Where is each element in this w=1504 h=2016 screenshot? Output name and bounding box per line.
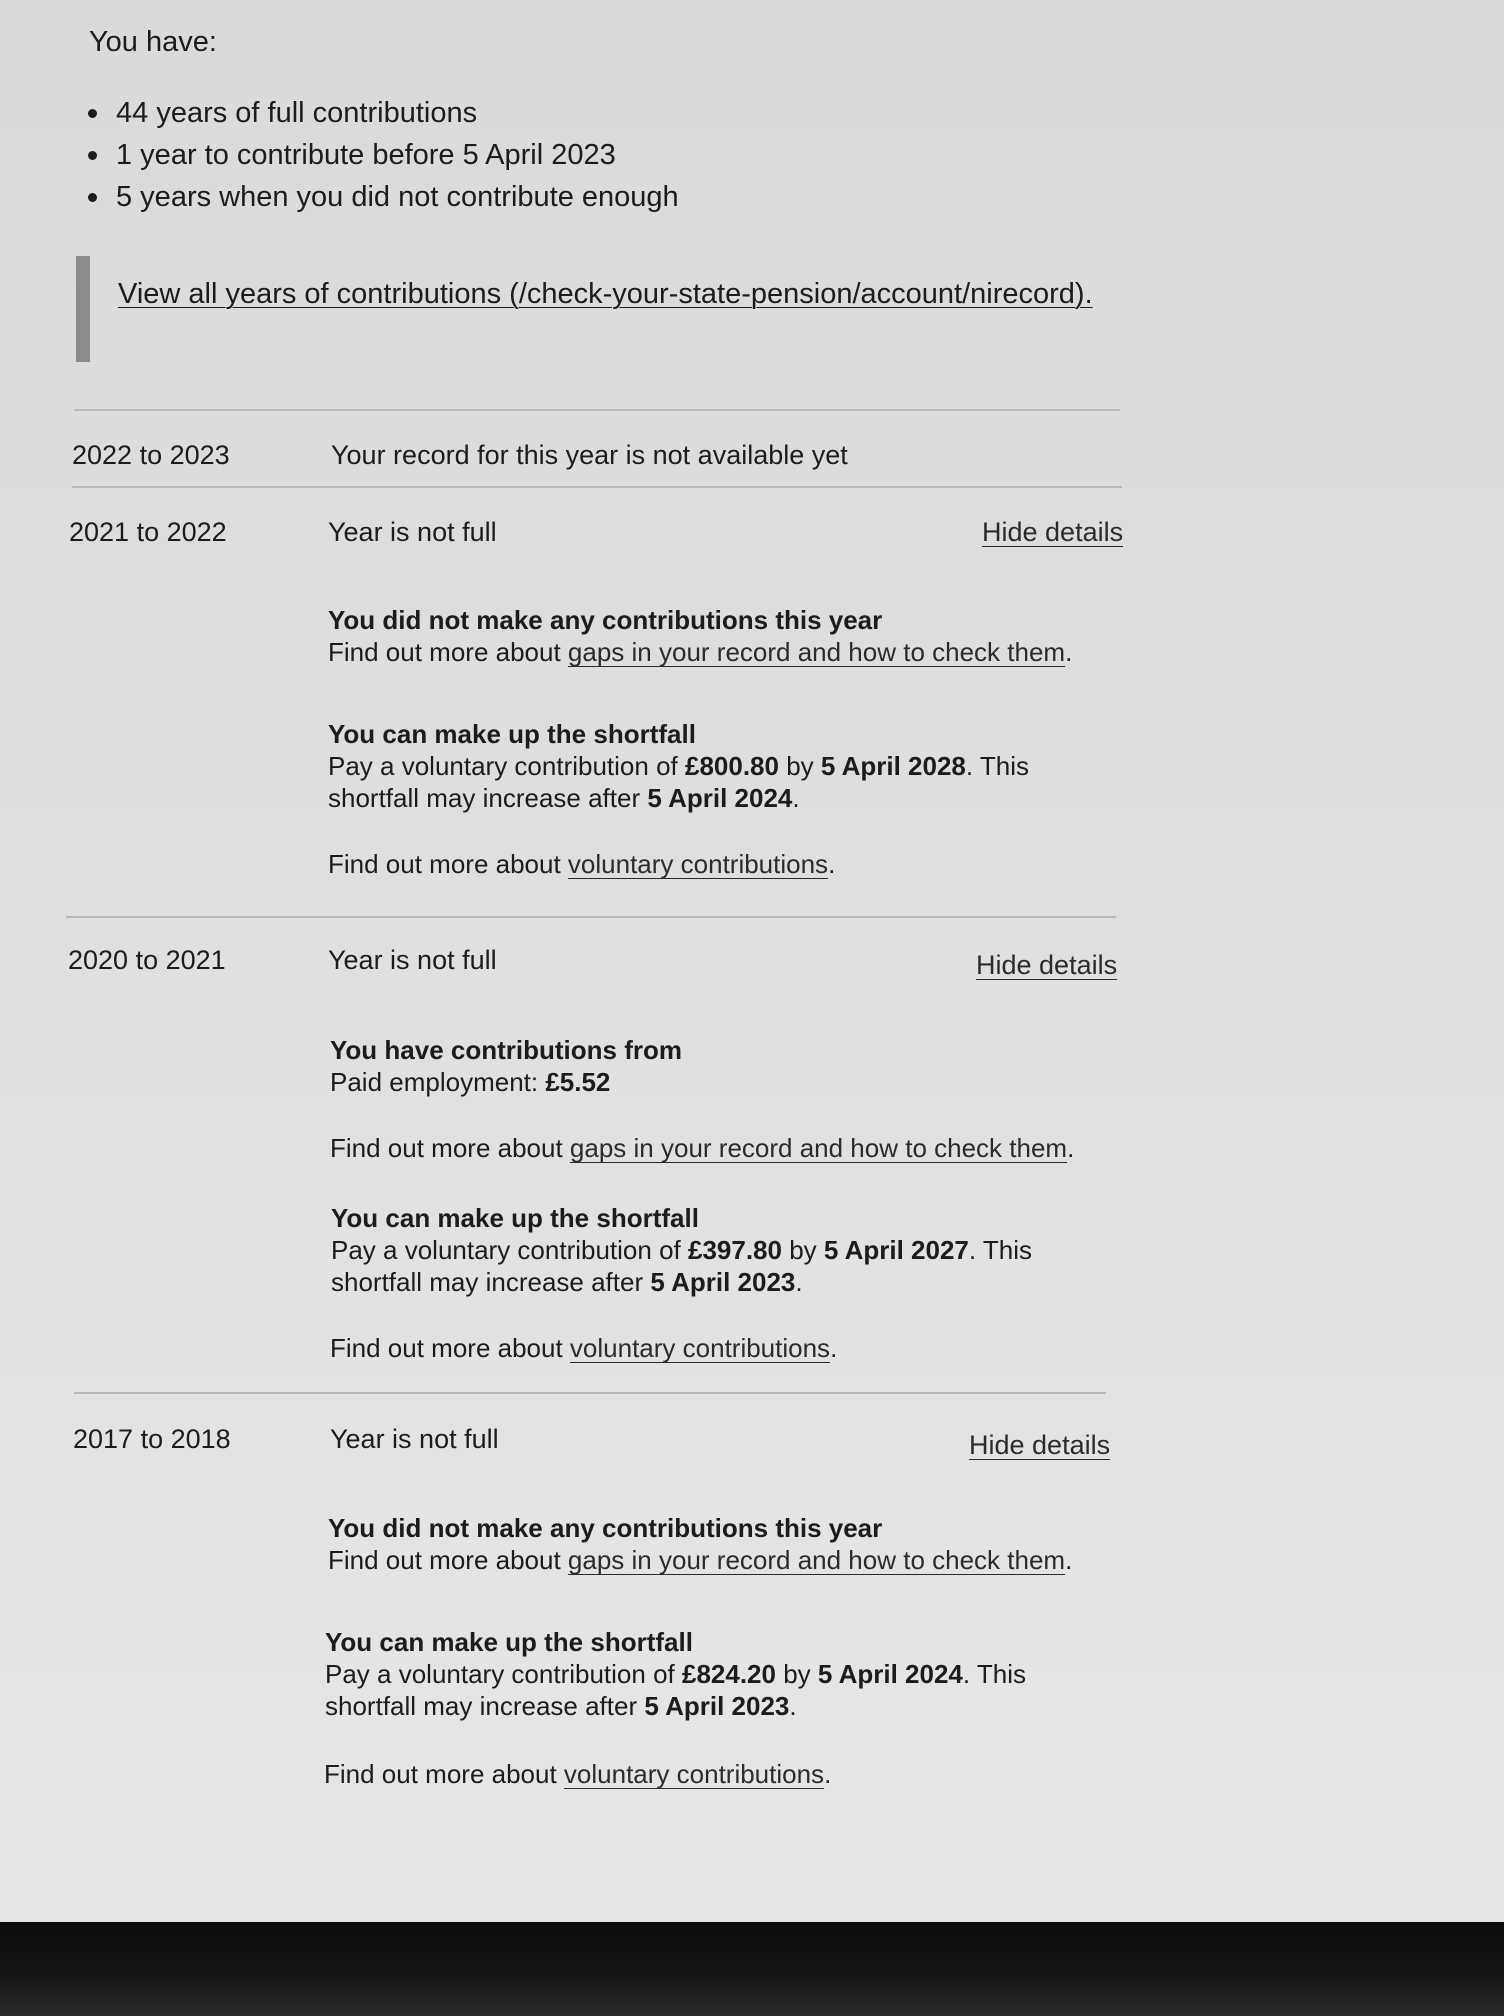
gaps-text: Find out more about gaps in your record and how to check them. — [328, 1545, 1073, 1575]
gaps-link[interactable]: gaps in your record and how to check them — [567, 637, 1066, 667]
hide-details-link[interactable]: Hide details — [976, 950, 1118, 980]
summary-intro: You have: — [89, 26, 217, 58]
year-status: Year is not full — [328, 517, 497, 547]
payment-text: Pay a voluntary contribution of £800.80 by 5 April 2028. This — [328, 751, 1030, 781]
payment-deadline: 5 April 2028 — [820, 751, 966, 781]
section-divider — [66, 916, 1116, 918]
voluntary-contributions-link[interactable]: voluntary contributions — [567, 849, 829, 879]
shortfall-details — [328, 718, 1088, 814]
voluntary-contributions-link[interactable]: voluntary contributions — [563, 1759, 825, 1789]
increase-date: 5 April 2024 — [647, 783, 793, 813]
year-details — [328, 1512, 1088, 1576]
payment-deadline: 5 April 2024 — [817, 1659, 963, 1689]
hide-details-link[interactable]: Hide details — [969, 1430, 1111, 1460]
view-all-years-link[interactable]: View all years of contributions (/check-your-state-pension/account/nirecord). — [118, 278, 1093, 310]
list-item: 44 years of full contributions — [86, 92, 679, 134]
year-details — [330, 1034, 1090, 1098]
payment-deadline: 5 April 2027 — [823, 1235, 969, 1265]
bullet-icon — [88, 109, 97, 118]
gaps-text: Find out more about gaps in your record and how to check them. — [328, 637, 1073, 667]
gaps-link[interactable]: gaps in your record and how to check them — [569, 1133, 1068, 1163]
payment-text: Pay a voluntary contribution of £397.80 by 5 April 2027. This — [331, 1235, 1033, 1265]
voluntary-text: Find out more about voluntary contributions. — [324, 1759, 832, 1789]
year-status: Year is not full — [330, 1424, 499, 1454]
summary-list — [86, 92, 679, 218]
year-status: Year is not full — [328, 945, 497, 975]
gaps-link[interactable]: gaps in your record and how to check them — [567, 1545, 1066, 1575]
shortfall-details — [325, 1626, 1085, 1722]
year-status: Your record for this year is not available yet — [331, 440, 848, 470]
increase-date: 5 April 2023 — [644, 1691, 790, 1721]
section-divider — [74, 1392, 1106, 1394]
year-label: 2021 to 2022 — [69, 517, 227, 547]
shortfall-heading: You can make up the shortfall — [325, 1627, 693, 1657]
list-item: 1 year to contribute before 5 April 2023 — [86, 134, 679, 176]
year-label: 2020 to 2021 — [68, 945, 226, 975]
voluntary-contributions-link[interactable]: voluntary contributions — [569, 1333, 831, 1363]
voluntary-text: Find out more about voluntary contributions. — [328, 849, 836, 879]
section-divider — [72, 486, 1122, 488]
screen-bezel — [0, 1922, 1504, 2016]
bullet-icon — [88, 193, 97, 202]
list-item: 5 years when you did not contribute enough — [86, 176, 679, 218]
shortfall-heading: You can make up the shortfall — [331, 1203, 699, 1233]
view-all-inset — [76, 256, 1136, 362]
increase-text: shortfall may increase after 5 April 2024. — [328, 783, 800, 813]
shortfall-heading: You can make up the shortfall — [328, 719, 696, 749]
details-heading: You did not make any contributions this year — [328, 605, 883, 635]
increase-text: shortfall may increase after 5 April 2023. — [331, 1267, 803, 1297]
voluntary-text: Find out more about voluntary contributions. — [330, 1333, 838, 1363]
shortfall-details — [331, 1202, 1091, 1298]
hide-details-link[interactable]: Hide details — [982, 517, 1124, 547]
payment-amount: £397.80 — [687, 1235, 782, 1265]
gaps-text: Find out more about gaps in your record and how to check them. — [330, 1133, 1075, 1163]
increase-date: 5 April 2023 — [650, 1267, 796, 1297]
payment-amount: £800.80 — [684, 751, 779, 781]
details-heading: You did not make any contributions this year — [328, 1513, 883, 1543]
increase-text: shortfall may increase after 5 April 2023. — [325, 1691, 797, 1721]
paid-amount: £5.52 — [545, 1067, 611, 1097]
paid-employment-text: Paid employment: £5.52 — [330, 1067, 611, 1097]
payment-text: Pay a voluntary contribution of £824.20 by 5 April 2024. This — [325, 1659, 1027, 1689]
inset-border — [76, 256, 90, 362]
payment-amount: £824.20 — [681, 1659, 776, 1689]
year-details — [328, 604, 1088, 668]
year-label: 2022 to 2023 — [72, 440, 230, 470]
year-label: 2017 to 2018 — [73, 1424, 231, 1454]
section-divider — [74, 409, 1120, 411]
bullet-icon — [88, 151, 97, 160]
details-heading: You have contributions from — [330, 1035, 682, 1065]
